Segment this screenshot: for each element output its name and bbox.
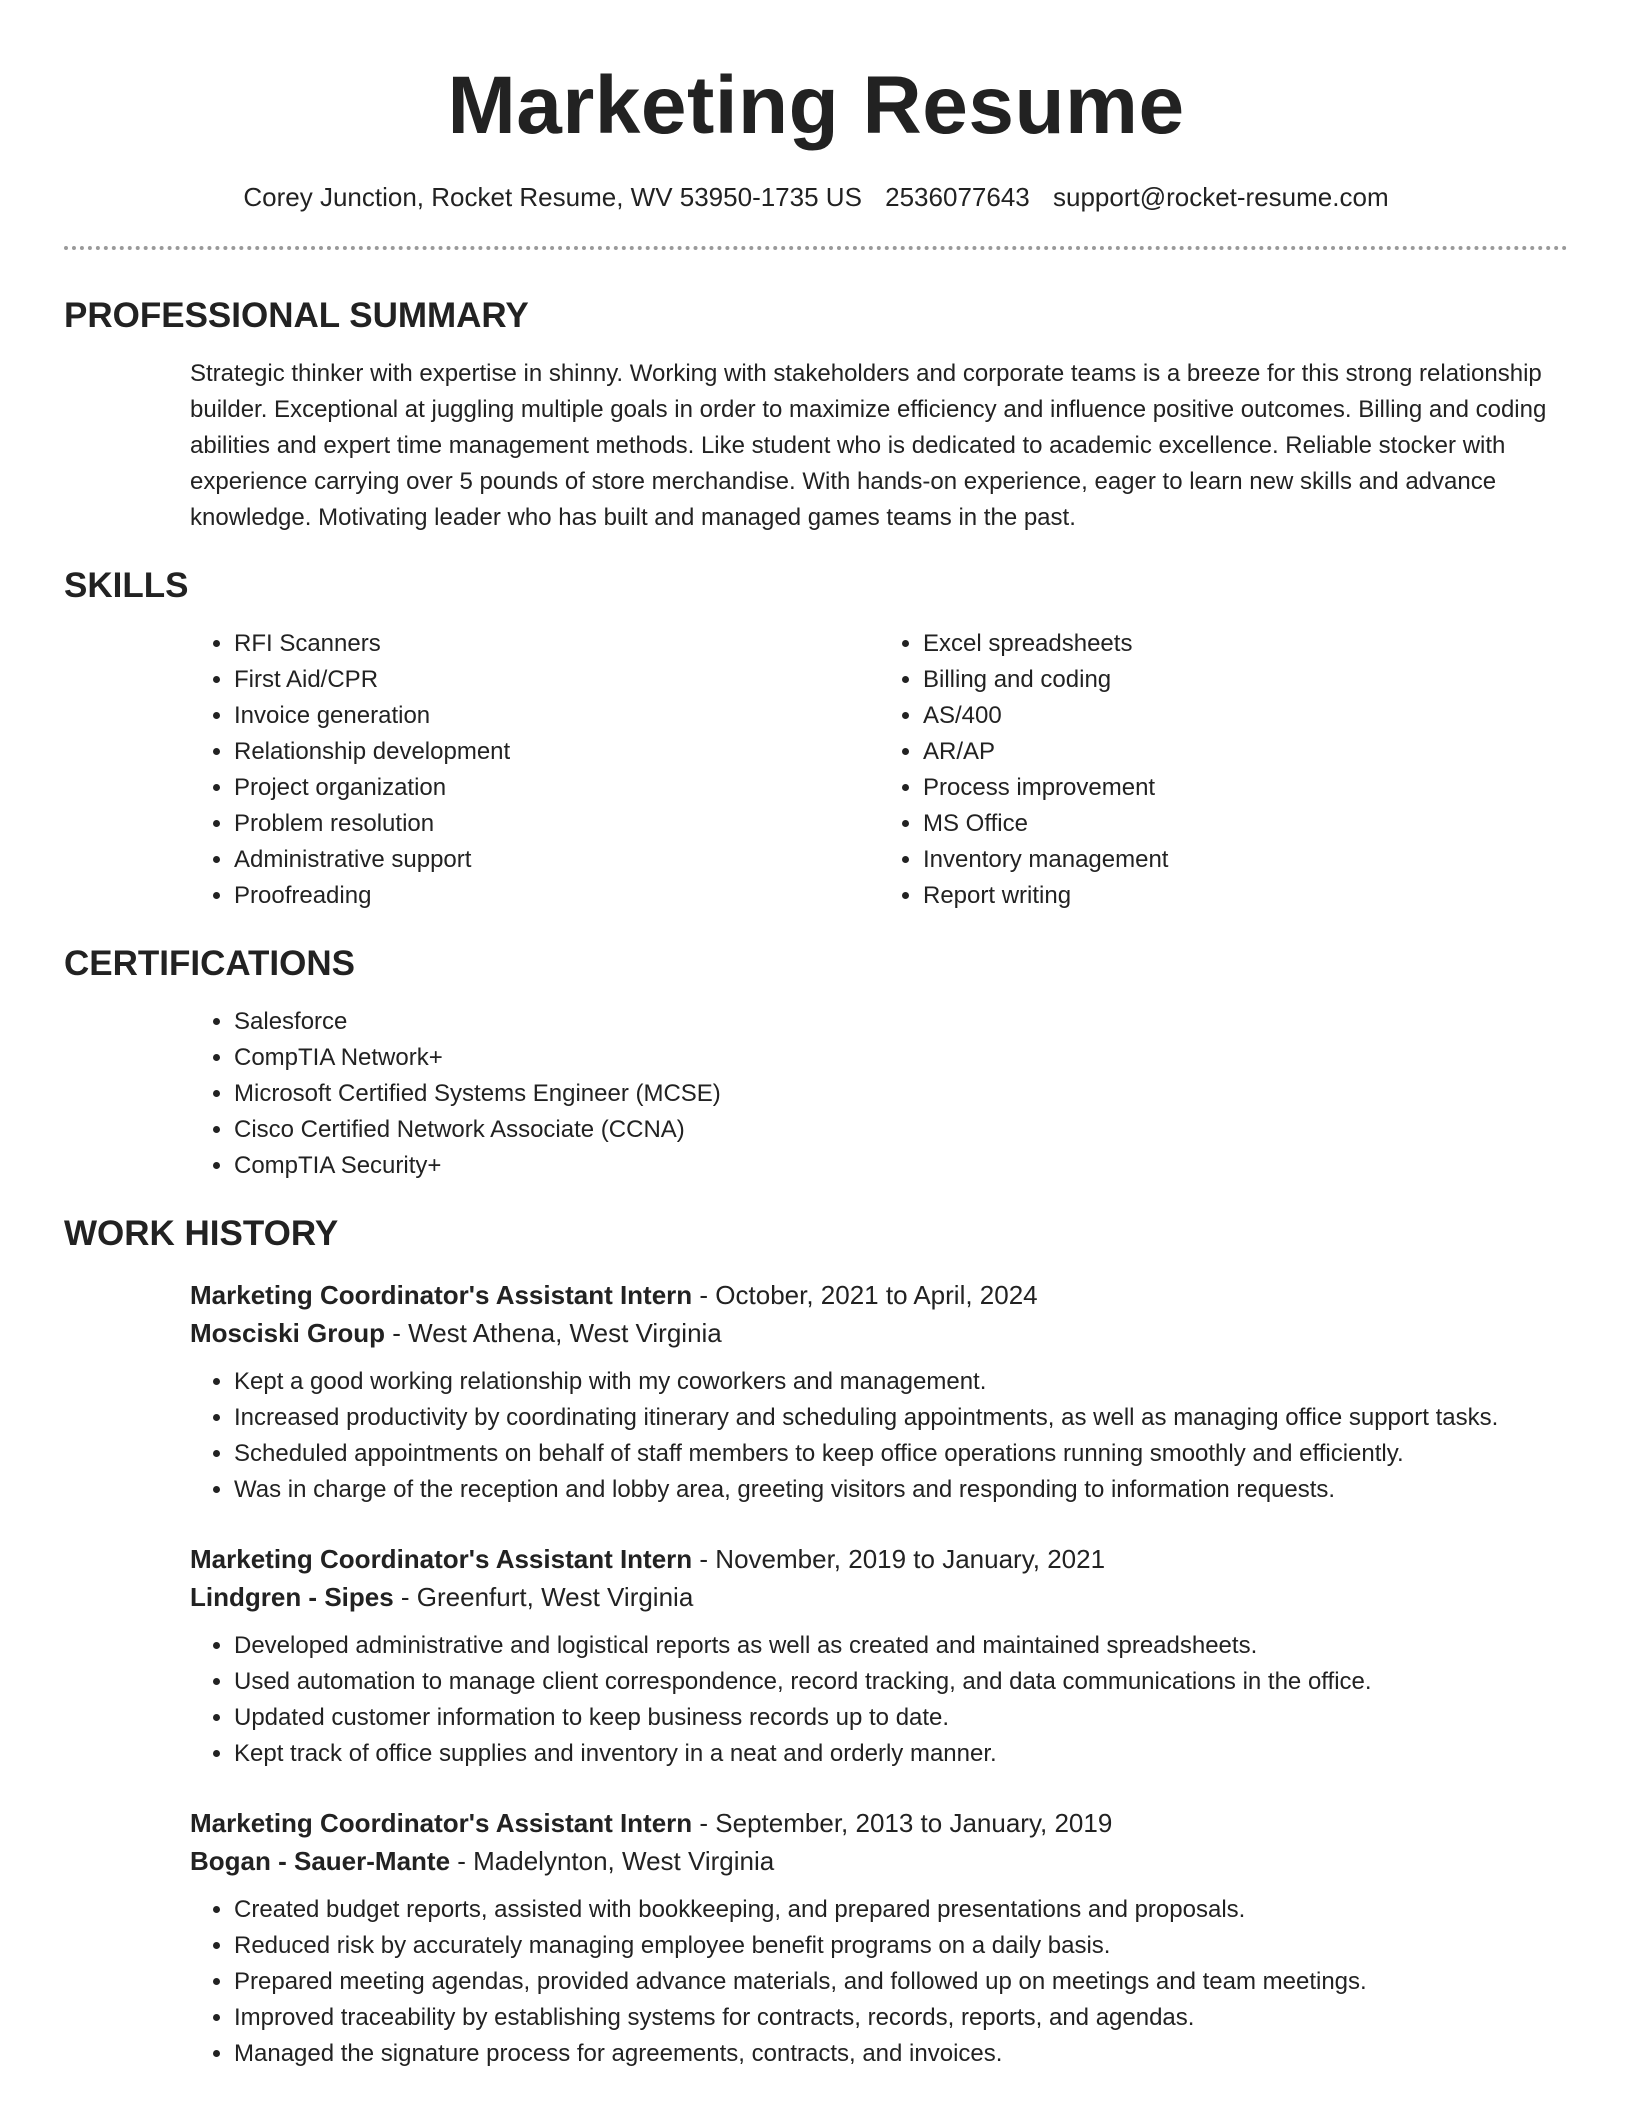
job-role-line bbox=[190, 1804, 1568, 1842]
certifications-section bbox=[64, 942, 1568, 1184]
job-company-line bbox=[190, 1314, 1568, 1352]
skill-item: • Process improvement bbox=[923, 770, 1568, 806]
skill-item: • Report writing bbox=[923, 878, 1568, 914]
work-history-section bbox=[64, 1212, 1568, 2072]
job-bullet: • Kept a good working relationship with my coworkers and management. bbox=[234, 1364, 1568, 1400]
job-entry bbox=[190, 1804, 1568, 2072]
job-bullets bbox=[190, 1892, 1568, 2072]
job-company: Lindgren - Sipes bbox=[190, 1582, 394, 1612]
skill-item: • AS/400 bbox=[923, 698, 1568, 734]
certification-item: • Cisco Certified Network Associate (CCNA) bbox=[234, 1112, 1568, 1148]
certifications-heading: CERTIFICATIONS bbox=[64, 944, 356, 983]
job-company: Bogan - Sauer-Mante bbox=[190, 1846, 451, 1876]
job-bullet: • Developed administrative and logistical reports as well as created and maintained spreadsheets. bbox=[234, 1628, 1568, 1664]
certification-item: • Salesforce bbox=[234, 1004, 1568, 1040]
job-company-line bbox=[190, 1578, 1568, 1616]
job-role: Marketing Coordinator's Assistant Intern bbox=[190, 1280, 693, 1310]
skills-section bbox=[64, 564, 1568, 914]
job-role: Marketing Coordinator's Assistant Intern bbox=[190, 1544, 693, 1574]
contact-address: Corey Junction, Rocket Resume, WV 53950-1735 US bbox=[243, 182, 862, 212]
job-role: Marketing Coordinator's Assistant Intern bbox=[190, 1808, 693, 1838]
resume-title: Marketing Resume bbox=[447, 60, 1185, 151]
job-bullet: • Increased productivity by coordinating itinerary and scheduling appointments, as well as managing office support tasks. bbox=[234, 1400, 1568, 1436]
summary-heading: PROFESSIONAL SUMMARY bbox=[64, 296, 529, 335]
job-bullet: • Reduced risk by accurately managing employee benefit programs on a daily basis. bbox=[234, 1928, 1568, 1964]
job-bullets bbox=[190, 1364, 1568, 1508]
certification-item: • CompTIA Security+ bbox=[234, 1148, 1568, 1184]
job-location: - Greenfurt, West Virginia bbox=[393, 1582, 694, 1612]
job-bullet: • Created budget reports, assisted with bookkeeping, and prepared presentations and proposals. bbox=[234, 1892, 1568, 1928]
skill-item: • AR/AP bbox=[923, 734, 1568, 770]
job-dates: - November, 2019 to January, 2021 bbox=[692, 1544, 1106, 1574]
skills-list-right bbox=[879, 626, 1568, 914]
job-dates: - October, 2021 to April, 2024 bbox=[692, 1280, 1038, 1310]
header-divider bbox=[64, 246, 1568, 250]
job-location: - West Athena, West Virginia bbox=[385, 1318, 722, 1348]
job-role-line bbox=[190, 1276, 1568, 1314]
job-bullet: • Updated customer information to keep business records up to date. bbox=[234, 1700, 1568, 1736]
skill-item: • Inventory management bbox=[923, 842, 1568, 878]
skills-heading: SKILLS bbox=[64, 566, 189, 605]
certifications-list bbox=[190, 1004, 1568, 1184]
skill-item: • Billing and coding bbox=[923, 662, 1568, 698]
job-location: - Madelynton, West Virginia bbox=[450, 1846, 775, 1876]
skill-item: • Administrative support bbox=[234, 842, 879, 878]
job-dates: - September, 2013 to January, 2019 bbox=[692, 1808, 1113, 1838]
job-entry bbox=[190, 1276, 1568, 1508]
job-company: Mosciski Group bbox=[190, 1318, 386, 1348]
skill-item: • Proofreading bbox=[234, 878, 879, 914]
job-bullet: • Used automation to manage client correspondence, record tracking, and data communications in the office. bbox=[234, 1664, 1568, 1700]
job-bullet: • Prepared meeting agendas, provided advance materials, and followed up on meetings and team meetings. bbox=[234, 1964, 1568, 2000]
work-history-heading: WORK HISTORY bbox=[64, 1214, 339, 1253]
job-role-line bbox=[190, 1540, 1568, 1578]
job-bullet: • Was in charge of the reception and lobby area, greeting visitors and responding to information requests. bbox=[234, 1472, 1568, 1508]
job-bullet: • Improved traceability by establishing systems for contracts, records, reports, and agendas. bbox=[234, 2000, 1568, 2036]
skill-item: • RFI Scanners bbox=[234, 626, 879, 662]
job-bullet: • Managed the signature process for agreements, contracts, and invoices. bbox=[234, 2036, 1568, 2072]
contact-phone: 2536077643 bbox=[885, 182, 1030, 212]
certification-item: • CompTIA Network+ bbox=[234, 1040, 1568, 1076]
job-bullets bbox=[190, 1628, 1568, 1772]
skill-item: • First Aid/CPR bbox=[234, 662, 879, 698]
skills-list-left bbox=[190, 626, 879, 914]
skill-item: • Excel spreadsheets bbox=[923, 626, 1568, 662]
job-company-line bbox=[190, 1842, 1568, 1880]
contact-line bbox=[64, 180, 1568, 214]
skill-item: • Problem resolution bbox=[234, 806, 879, 842]
skill-item: • MS Office bbox=[923, 806, 1568, 842]
skills-grid bbox=[190, 626, 1568, 914]
job-bullet: • Scheduled appointments on behalf of staff members to keep office operations running smoothly and efficiently. bbox=[234, 1436, 1568, 1472]
contact-email: support@rocket-resume.com bbox=[1052, 182, 1389, 212]
skill-item: • Invoice generation bbox=[234, 698, 879, 734]
certification-item: • Microsoft Certified Systems Engineer (MCSE) bbox=[234, 1076, 1568, 1112]
summary-text: Strategic thinker with expertise in shinny. Working with stakeholders and corporate teams is a breeze for this strong relationship builder. Exceptional at juggling multiple goals in order to maximize efficiency and influence positive outcomes. Billing and coding abilities and expert time management methods. Like student who is dedicated to academic excellence. Reliable stocker with experience carrying over 5 pounds of store merchandise. With hands-on experience, eager to learn new skills and advance knowledge. Motivating leader who has built and managed games teams in the past. bbox=[190, 360, 1547, 531]
job-bullet: • Kept track of office supplies and inventory in a neat and orderly manner. bbox=[234, 1736, 1568, 1772]
skill-item: • Project organization bbox=[234, 770, 879, 806]
job-entry bbox=[190, 1540, 1568, 1772]
summary-section bbox=[64, 294, 1568, 536]
skill-item: • Relationship development bbox=[234, 734, 879, 770]
